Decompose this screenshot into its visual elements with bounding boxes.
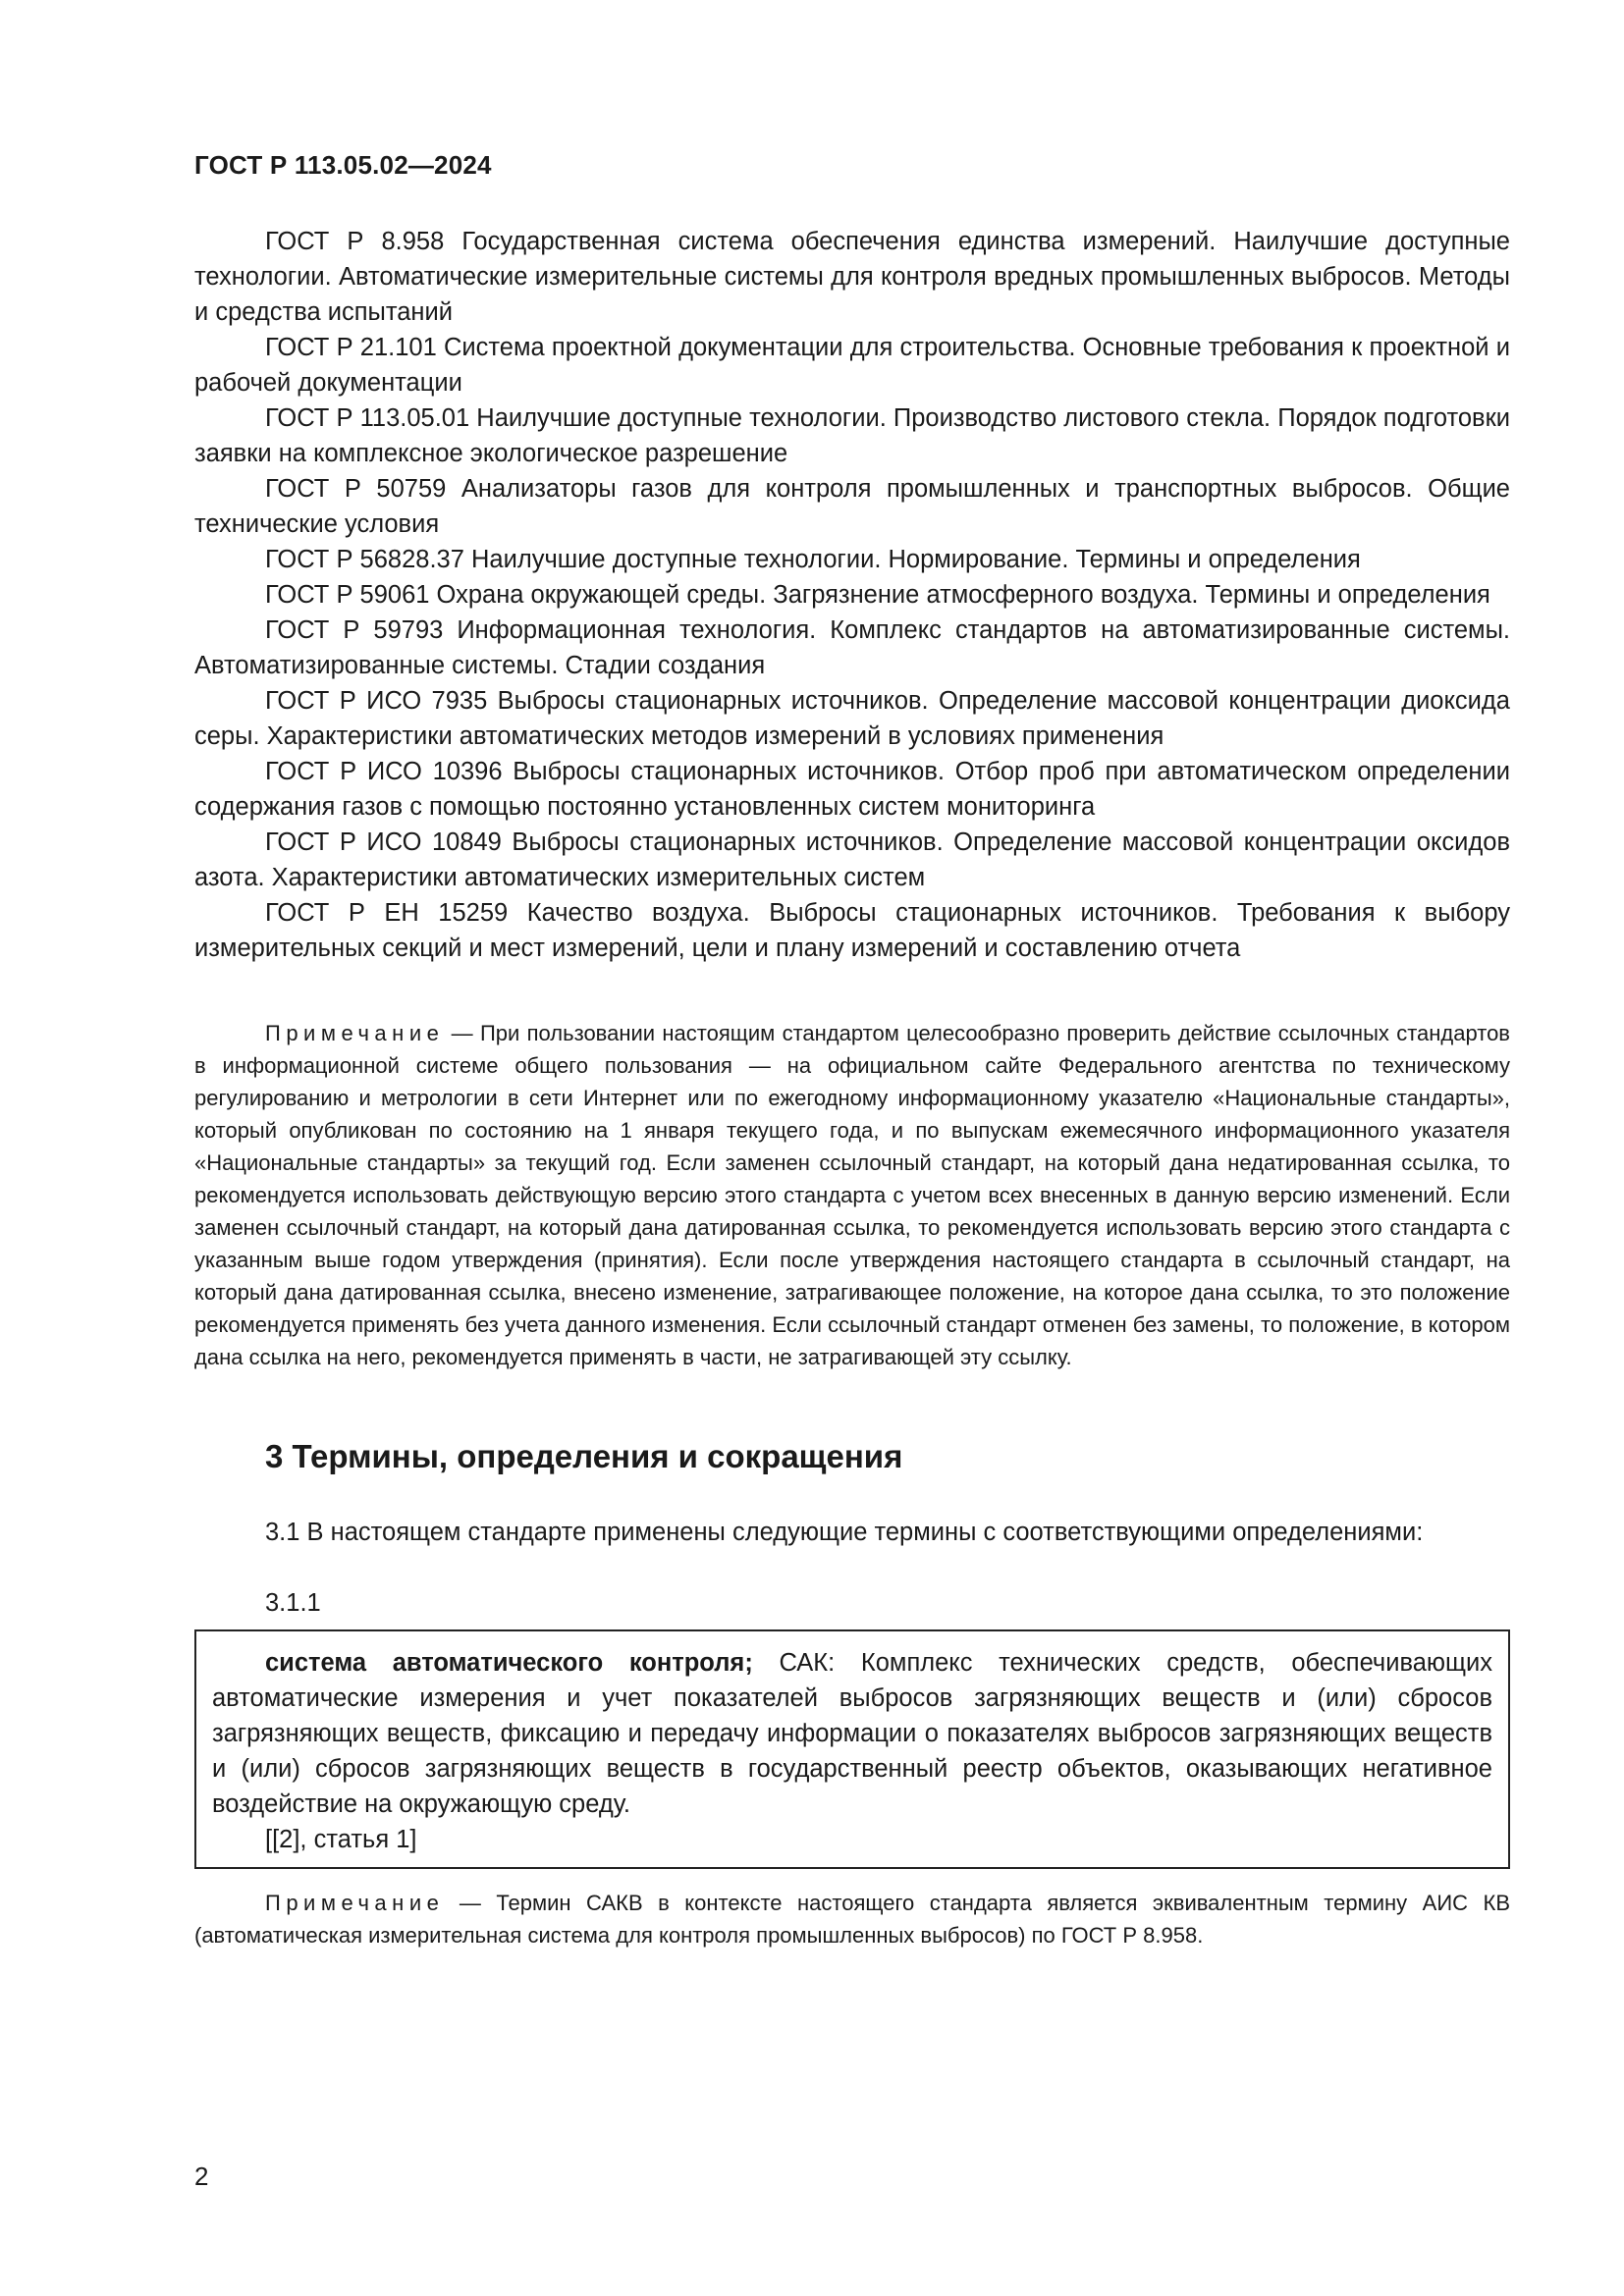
note-text: — Термин САКВ в контексте настоящего стандарта является эквивалентным термину АИС КВ (автоматическая измерительная система для контроля промышленных выбросов) по ГОСТ Р 8.958. [194, 1891, 1510, 1948]
note-text: — При пользовании настоящим стандартом целесообразно проверить действие ссылочных стандартов в информационной системе общего пользования — на официальном сайте Федерального агентства по техническому регулированию и метрологии в сети Интернет или по ежегодному информационному указателю «Национальные стандарты», который опубликован по состоянию на 1 января текущего года, и по выпускам ежемесячного информационного указателя «Национальные стандарты» за текущий год. Если заменен ссылочный стандарт, на который дана недатированная ссылка, то рекомендуется использовать действующую версию этого стандарта с учетом всех внесенных в данную версию изменений. Если заменен ссылочный стандарт, на который дана датированная ссылка, то рекомендуется использовать версию этого стандарта с указанным выше годом утверждения (принятия). Если после утверждения настоящего стандарта в ссылочный стандарт, на который дана датированная ссылка, внесено изменение, затрагивающее положение, на которое дана ссылка, то это положение рекомендуется применять без учета данного изменения. Если ссылочный стандарт отменен без замены, то положение, в котором дана ссылка на него, рекомендуется применять в части, не затрагивающей эту ссылку. [194, 1021, 1510, 1369]
note-term [194, 1887, 1510, 1951]
reference-item: ГОСТ Р ЕН 15259 Качество воздуха. Выбросы стационарных источников. Требования к выбору измерительных секций и мест измерений, цели и плану измерений и составлению отчета [194, 899, 1510, 962]
section-title: 3 Термины, определения и сокращения [265, 1438, 903, 1474]
paragraph-3-1-1: 3.1.1 [265, 1589, 321, 1617]
note-label: Примечание [265, 1891, 445, 1915]
page-number: 2 [194, 2162, 209, 2191]
reference-item: ГОСТ Р ИСО 10396 Выбросы стационарных источников. Отбор проб при автоматическом определении содержания газов с помощью постоянно установленных систем мониторинга [194, 758, 1510, 821]
reference-list [194, 224, 1510, 966]
note-label: Примечание [265, 1021, 445, 1045]
reference-item: ГОСТ Р 113.05.01 Наилучшие доступные технологии. Производство листового стекла. Порядок подготовки заявки на комплексное экологическое разрешение [194, 404, 1510, 467]
paragraph-3-1: 3.1 В настоящем стандарте применены следующие термины с соответствующими определениями: [265, 1519, 1424, 1546]
document-header: ГОСТ Р 113.05.02—2024 [194, 150, 492, 180]
reference-item: ГОСТ Р 59793 Информационная технология. Комплекс стандартов на автоматизированные системы. Автоматизированные системы. Стадии создания [194, 616, 1510, 679]
reference-item: ГОСТ Р 8.958 Государственная система обеспечения единства измерений. Наилучшие доступные технологии. Автоматические измерительные системы для контроля вредных промышленных выбросов. Методы и средства испытаний [194, 228, 1510, 326]
term-definition [212, 1645, 1492, 1822]
term-source: [[2], статья 1] [265, 1826, 417, 1853]
reference-item: ГОСТ Р 21.101 Система проектной документации для строительства. Основные требования к проектной и рабочей документации [194, 334, 1510, 397]
note-references [194, 1017, 1510, 1373]
term-name: система автоматического контроля; [265, 1649, 753, 1677]
reference-item: ГОСТ Р ИСО 7935 Выбросы стационарных источников. Определение массовой концентрации диоксида серы. Характеристики автоматических методов измерений в условиях применения [194, 687, 1510, 750]
term-definition-box [194, 1629, 1510, 1869]
reference-item: ГОСТ Р ИСО 10849 Выбросы стационарных источников. Определение массовой концентрации оксидов азота. Характеристики автоматических измерительных систем [194, 828, 1510, 891]
reference-item: ГОСТ Р 59061 Охрана окружающей среды. Загрязнение атмосферного воздуха. Термины и определения [265, 581, 1490, 609]
term-definition-text: САК: Комплекс технических средств, обеспечивающих автоматические измерения и учет показателей выбросов загрязняющих веществ и (или) сбросов загрязняющих веществ, фиксацию и передачу информации о показателях выбросов загрязняющих веществ и (или) сбросов загрязняющих веществ в государственный реестр объектов, оказывающих негативное воздействие на окружающую среду. [212, 1649, 1492, 1818]
reference-item: ГОСТ Р 56828.37 Наилучшие доступные технологии. Нормирование. Термины и определения [265, 546, 1361, 573]
reference-item: ГОСТ Р 50759 Анализаторы газов для контроля промышленных и транспортных выбросов. Общие технические условия [194, 475, 1510, 538]
